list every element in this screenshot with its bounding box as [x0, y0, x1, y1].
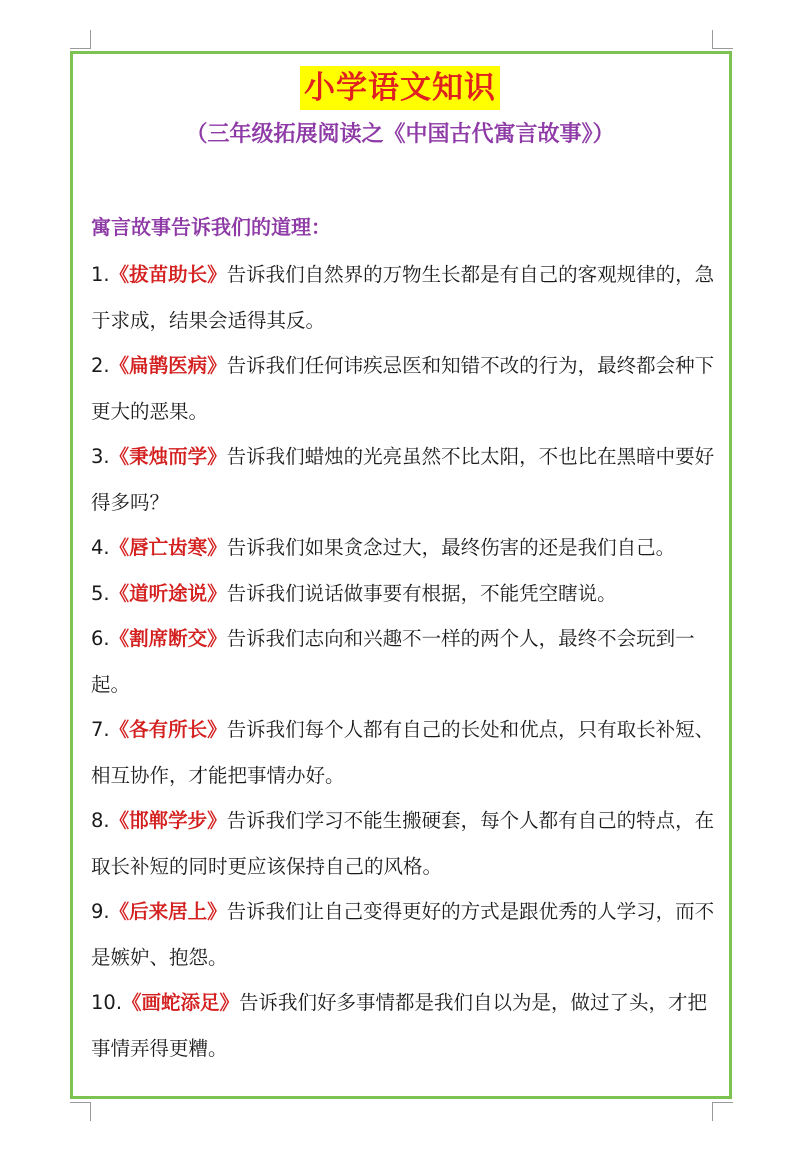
list-item [91, 889, 716, 980]
item-title: 《画蛇添足》 [122, 991, 240, 1014]
item-number: 5. [91, 581, 110, 605]
item-number: 9. [91, 900, 110, 923]
item-text: 告诉我们好多事情都是我们自以为是，做过了头，才把事情弄得更糟。 [91, 991, 708, 1060]
item-title: 《道听途说》 [109, 581, 227, 605]
item-text: 告诉我们自然界的万物生长都是有自己的客观规律的，急于求成，结果会适得其反。 [91, 263, 715, 332]
list-item [91, 707, 716, 798]
item-number: 7. [91, 718, 110, 741]
item-number: 6. [91, 627, 110, 650]
list-item [91, 616, 716, 707]
list-item [91, 798, 716, 889]
page-title: 小学语文知识 [300, 66, 500, 110]
item-title: 《秉烛而学》 [109, 445, 227, 468]
item-title: 《唇亡齿寒》 [109, 536, 227, 559]
list-item [91, 252, 716, 343]
item-text: 告诉我们如果贪念过大，最终伤害的还是我们自己。 [226, 536, 676, 559]
item-text: 告诉我们蜡烛的光亮虽然不比太阳，不也比在黑暗中要好得多吗？ [91, 445, 715, 514]
section-heading: 寓言故事告诉我们的道理： [91, 215, 331, 239]
list-item [91, 343, 716, 434]
item-number: 2. [91, 354, 110, 377]
item-number: 3. [91, 445, 110, 468]
crop-mark-bottom-left [70, 1102, 91, 1121]
list-item [91, 525, 716, 571]
list-item [91, 434, 716, 525]
item-title: 《扁鹊医病》 [109, 354, 227, 377]
crop-mark-bottom-right [712, 1102, 733, 1121]
item-text: 告诉我们志向和兴趣不一样的两个人，最终不会玩到一起。 [91, 627, 695, 696]
item-title: 《割席断交》 [109, 627, 227, 650]
item-text: 告诉我们每个人都有自己的长处和优点，只有取长补短、相互协作，才能把事情办好。 [91, 718, 715, 787]
item-title: 《后来居上》 [109, 900, 227, 923]
title-container [0, 66, 800, 110]
item-text: 告诉我们说话做事要有根据，不能凭空瞎说。 [226, 581, 617, 605]
item-number: 10. [91, 991, 123, 1014]
item-number: 4. [91, 536, 110, 559]
item-text: 告诉我们学习不能生搬硬套，每个人都有自己的特点，在取长补短的同时更应该保持自己的风格。 [91, 809, 715, 878]
lesson-list [91, 252, 716, 1071]
item-title: 《拔苗助长》 [109, 263, 227, 286]
list-item [91, 980, 716, 1071]
crop-mark-top-left [70, 30, 91, 49]
item-text: 告诉我们让自己变得更好的方式是跟优秀的人学习，而不是嫉妒、抱怨。 [91, 900, 715, 969]
item-number: 8. [91, 809, 110, 832]
item-text: 告诉我们任何讳疾忌医和知错不改的行为，最终都会种下更大的恶果。 [91, 354, 715, 423]
item-title: 《邯郸学步》 [109, 809, 227, 832]
item-title: 《各有所长》 [109, 718, 227, 741]
crop-mark-top-right [712, 30, 733, 49]
list-item [91, 571, 716, 617]
item-number: 1. [91, 263, 110, 286]
page-subtitle: （三年级拓展阅读之《中国古代寓言故事》） [185, 122, 615, 147]
